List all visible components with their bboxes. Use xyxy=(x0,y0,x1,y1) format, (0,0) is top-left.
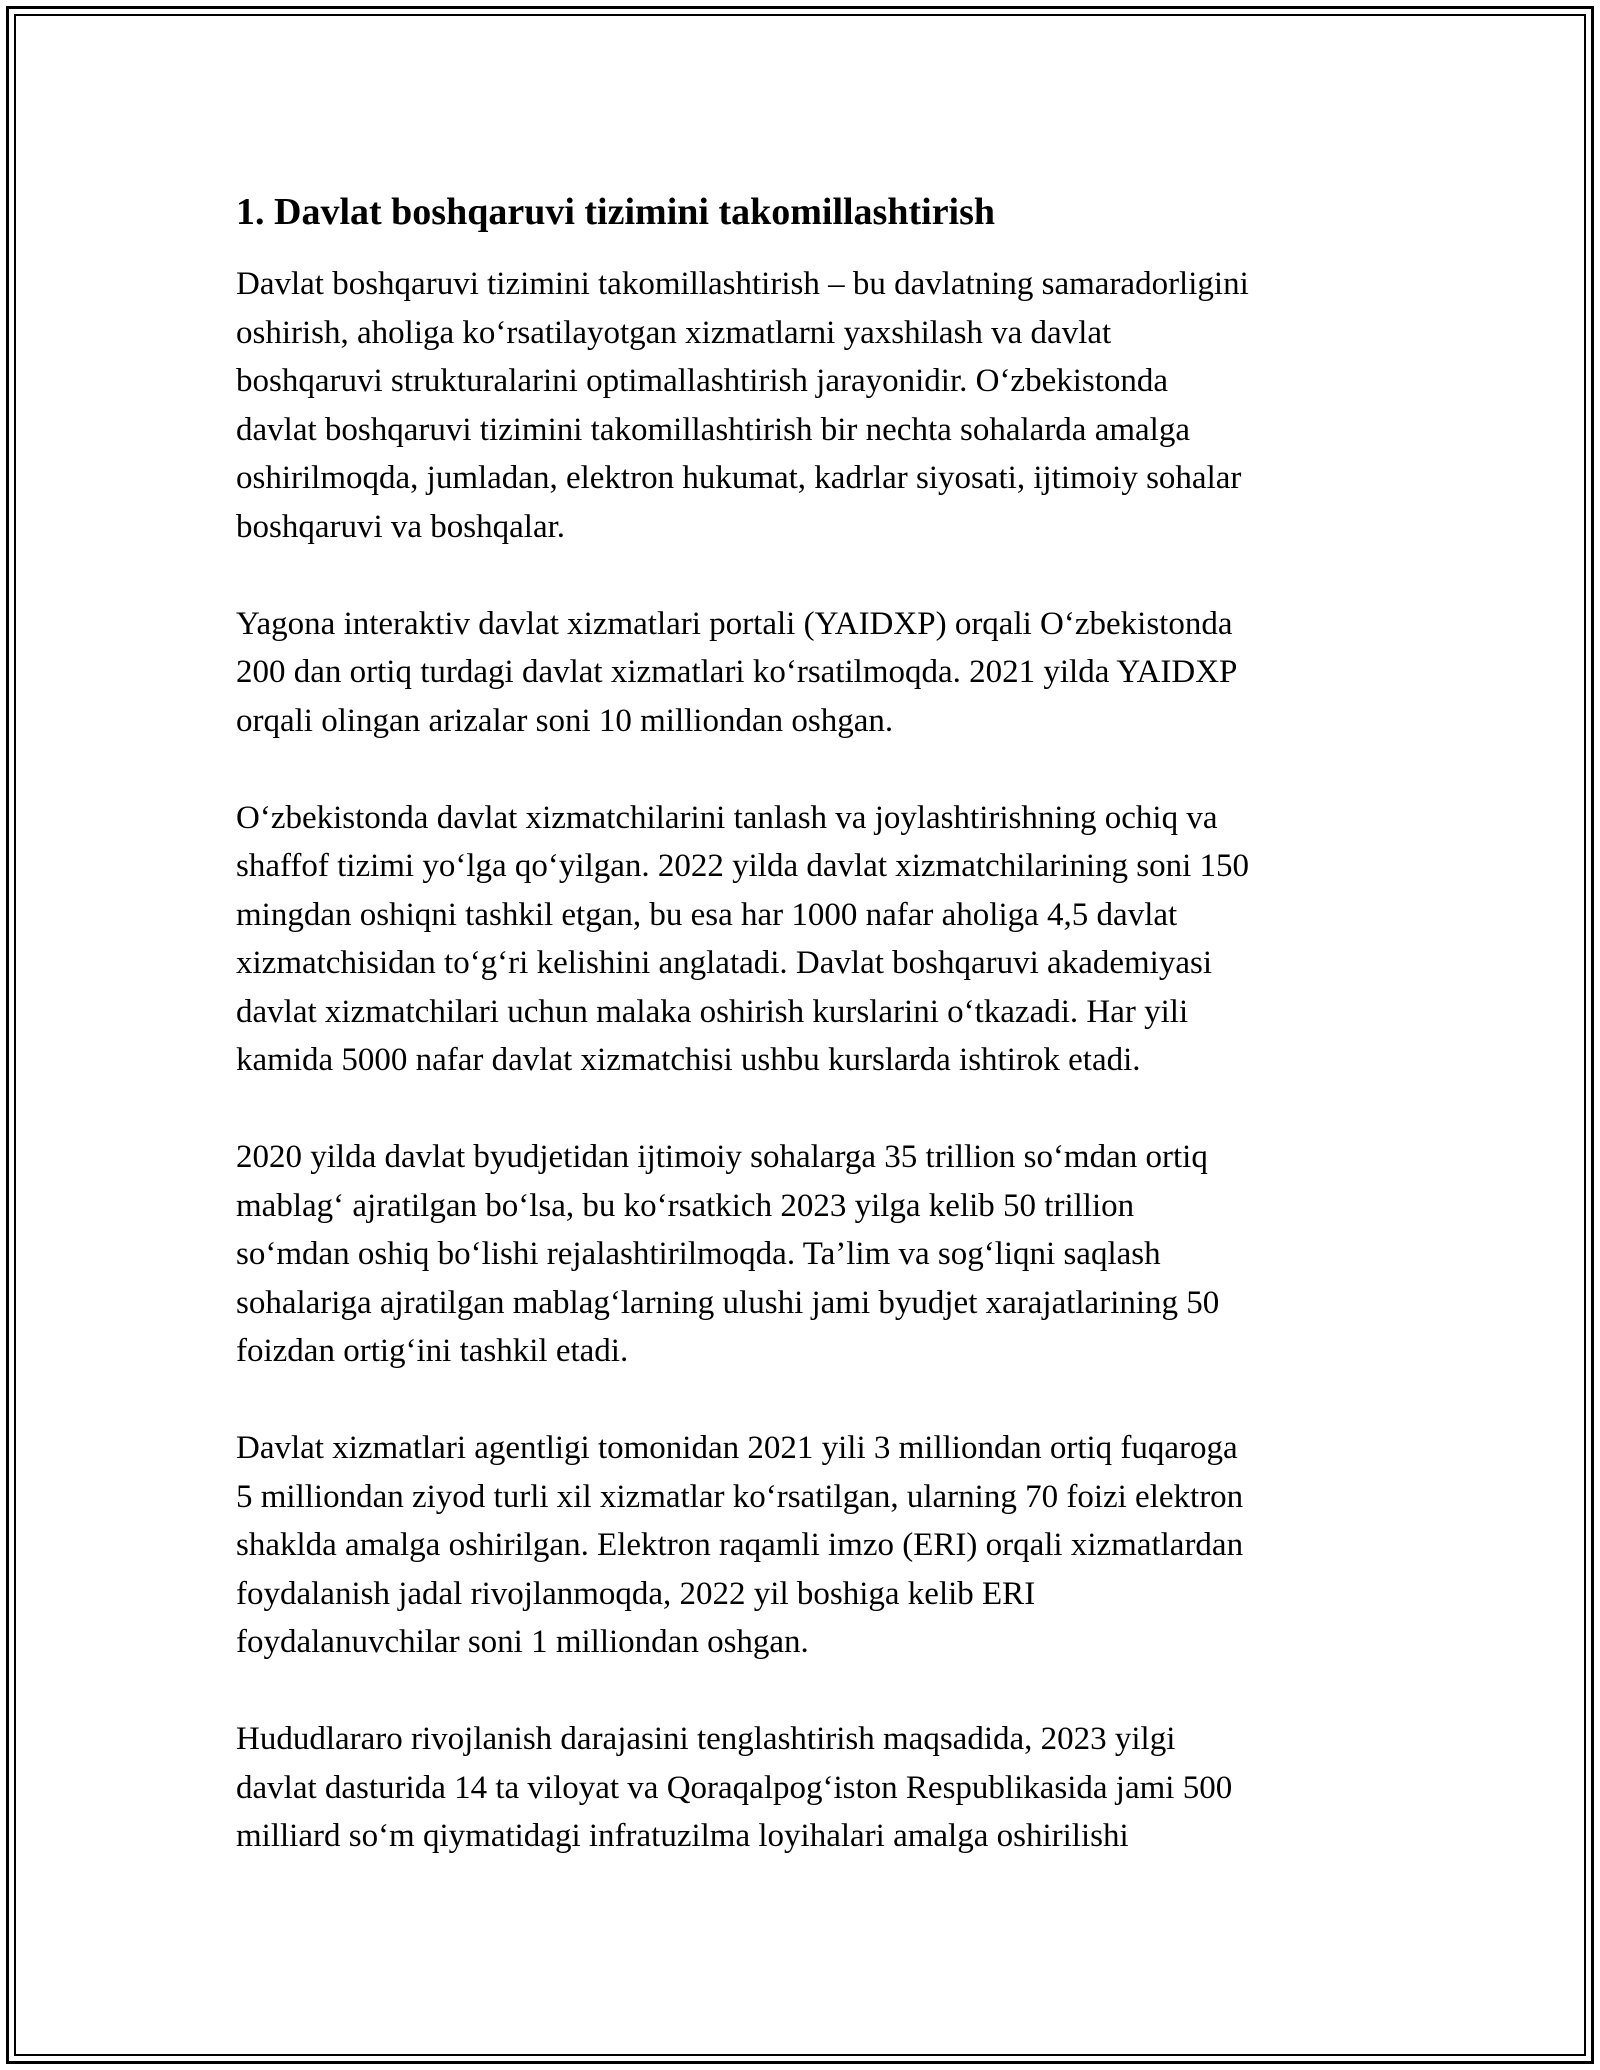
text-line: foydalanish jadal rivojlanmoqda, 2022 yil boshiga kelib ERI xyxy=(236,1575,1036,1612)
text-line: 2020 yilda davlat byudjetidan ijtimoiy sohalarga 35 trillion so‘mdan ortiq xyxy=(236,1139,1208,1175)
paragraph-budget xyxy=(236,1133,1386,1376)
paragraph-portal xyxy=(236,600,1386,746)
text-line: Yagona interaktiv davlat xizmatlari portali (YAIDXP) orqali O‘zbekistonda xyxy=(236,605,1233,642)
text-line: kamida 5000 nafar davlat xizmatchisi ushbu kurslarda ishtirok etadi. xyxy=(236,1042,1141,1078)
text-line: Davlat xizmatlari agentligi tomonidan 2021 yili 3 milliondan ortiq fuqaroga xyxy=(236,1430,1238,1466)
text-line: milliard so‘m qiymatidagi infratuzilma loyihalari amalga oshirilishi xyxy=(236,1818,1129,1854)
text-line: sohalariga ajratilgan mablag‘larning ulushi jami byudjet xarajatlarining 50 xyxy=(236,1284,1220,1321)
paragraph-regional-development xyxy=(236,1715,1386,1861)
text-line: shaklda amalga oshirilgan. Elektron raqamli imzo (ERI) orqali xizmatlardan xyxy=(236,1527,1244,1563)
text-line: 200 dan ortiq turdagi davlat xizmatlari ko‘rsatilmoqda. 2021 yilda YAIDXP xyxy=(236,654,1238,690)
text-line: mingdan oshiqni tashkil etgan, bu esa har 1000 nafar aholiga 4,5 davlat xyxy=(236,896,1178,933)
text-line: oshirilmoqda, jumladan, elektron hukumat, kadrlar siyosati, ijtimoiy sohalar xyxy=(236,460,1242,496)
text-line: boshqaruvi strukturalarini optimallashtirish jarayonidir. O‘zbekistonda xyxy=(236,363,1169,399)
text-line: mablag‘ ajratilgan bo‘lsa, bu ko‘rsatkich 2023 yilga kelib 50 trillion xyxy=(236,1187,1135,1224)
text-line: oshirish, aholiga ko‘rsatilayotgan xizmatlarni yaxshilash va davlat xyxy=(236,314,1112,351)
text-line: foydalanuvchilar soni 1 milliondan oshgan. xyxy=(236,1624,809,1660)
text-line: 5 milliondan ziyod turli xil xizmatlar ko‘rsatilgan, ularning 70 foizi elektron xyxy=(236,1478,1244,1515)
text-line: davlat dasturida 14 ta viloyat va Qoraqalpog‘iston Respublikasida jami 500 xyxy=(236,1769,1233,1806)
text-line: boshqaruvi va boshqalar. xyxy=(236,508,566,545)
text-line: Hududlararo rivojlanish darajasini tenglashtirish maqsadida, 2023 yilgi xyxy=(236,1721,1176,1757)
document-page xyxy=(236,188,1386,1909)
text-line: davlat xizmatchilari uchun malaka oshirish kurslarini o‘tkazadi. Har yili xyxy=(236,993,1189,1030)
text-line: shaffof tizimi yo‘lga qo‘yilgan. 2022 yilda davlat xizmatchilarining soni 150 xyxy=(236,848,1250,884)
text-line: O‘zbekistonda davlat xizmatchilarini tanlash va joylashtirishning ochiq va xyxy=(236,799,1218,836)
text-line: foizdan ortig‘ini tashkil etadi. xyxy=(236,1333,629,1369)
text-line: xizmatchisidan to‘g‘ri kelishini anglatadi. Davlat boshqaruvi akademiyasi xyxy=(236,945,1212,981)
paragraph-intro xyxy=(236,260,1386,551)
paragraph-services-agency xyxy=(236,1424,1386,1667)
text-line: so‘mdan oshiq bo‘lishi rejalashtirilmoqda. Ta’lim va sog‘liqni saqlash xyxy=(236,1236,1161,1272)
text-line: orqali olingan arizalar soni 10 milliondan oshgan. xyxy=(236,702,894,739)
section-heading: 1. Davlat boshqaruvi tizimini takomillashtirish xyxy=(236,191,996,233)
paragraph-civil-servants xyxy=(236,794,1386,1085)
text-line: Davlat boshqaruvi tizimini takomillashtirish – bu davlatning samaradorligini xyxy=(236,266,1249,302)
text-line: davlat boshqaruvi tizimini takomillashtirish bir nechta sohalarda amalga xyxy=(236,411,1190,448)
